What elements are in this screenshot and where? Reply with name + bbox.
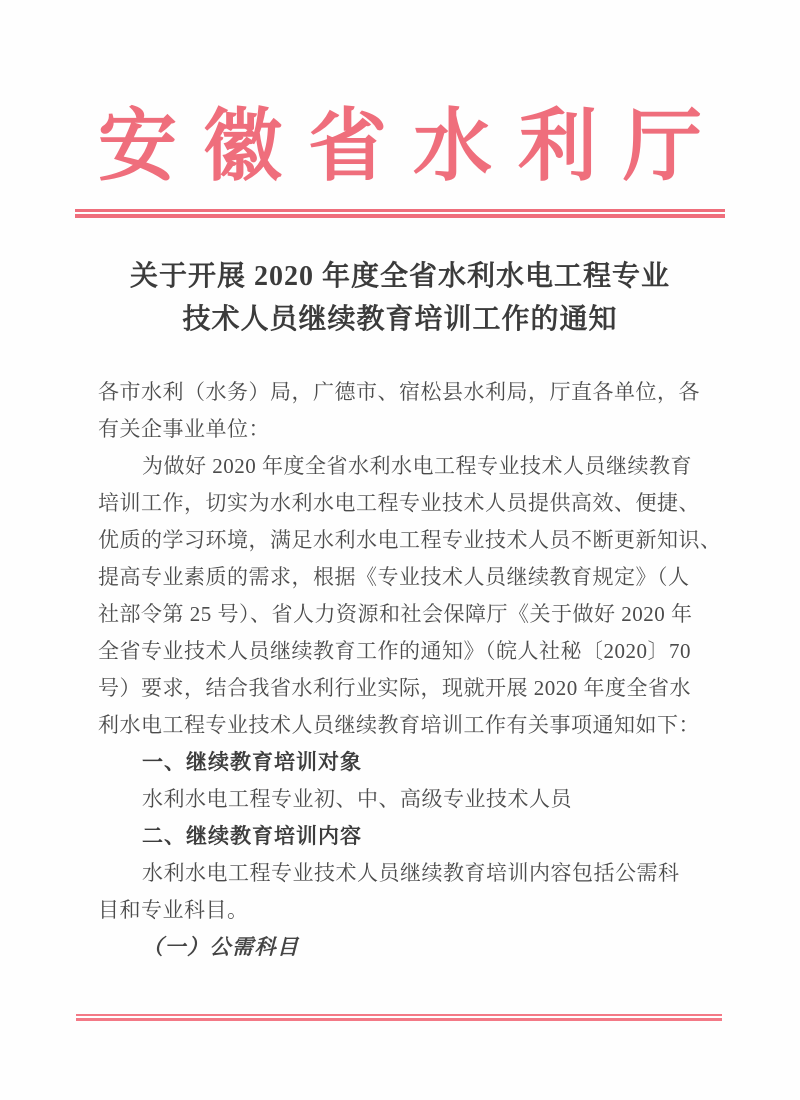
body-line: 提高专业素质的需求，根据《专业技术人员继续教育规定》（人 — [98, 565, 690, 589]
body-line: 利水电工程专业技术人员继续教育培训工作有关事项通知如下： — [98, 713, 700, 737]
body-line: 水利水电工程专业技术人员继续教育培训内容包括公需科 — [142, 861, 680, 885]
body-line-salutation-2: 有关企事业单位： — [98, 417, 270, 441]
footer-divider-bottom-line — [76, 1018, 722, 1021]
section-heading-1: 一、继续教育培训对象 — [142, 751, 362, 774]
body-line: 目和专业科目。 — [98, 898, 249, 922]
document-title — [0, 255, 800, 341]
body-line: 全省专业技术人员继续教育工作的通知》（皖人社秘〔2020〕70 — [98, 639, 691, 663]
footer-divider — [76, 1014, 722, 1021]
document-body — [98, 374, 720, 966]
body-line: 社部令第 25 号）、省人力资源和社会保障厅《关于做好 2020 年 — [98, 602, 693, 626]
document-title-line-1: 关于开展 2020 年度全省水利水电工程专业 — [129, 261, 670, 292]
body-line: 号）要求，结合我省水利行业实际，现就开展 2020 年度全省水 — [98, 676, 691, 700]
document-title-line-2: 技术人员继续教育培训工作的通知 — [182, 304, 618, 335]
body-line: 水利水电工程专业初、中、高级专业技术人员 — [142, 787, 572, 811]
letterhead-divider-thick-line — [75, 214, 725, 218]
body-line: 为做好 2020 年度全省水利水电工程专业技术人员继续教育 — [142, 454, 692, 478]
subsection-heading-1: （一）公需科目 — [142, 935, 300, 959]
body-line: 优质的学习环境，满足水利水电工程专业技术人员不断更新知识、 — [98, 528, 722, 552]
section-heading-2: 二、继续教育培训内容 — [142, 825, 362, 848]
agency-name: 安徽省水利厅 — [98, 104, 702, 191]
letterhead-divider — [75, 209, 725, 218]
body-line: 培训工作，切实为水利水电工程专业技术人员提供高效、便捷、 — [98, 491, 700, 515]
body-line-salutation-1: 各市水利（水务）局，广德市、宿松县水利局，厅直各单位，各 — [98, 380, 700, 404]
